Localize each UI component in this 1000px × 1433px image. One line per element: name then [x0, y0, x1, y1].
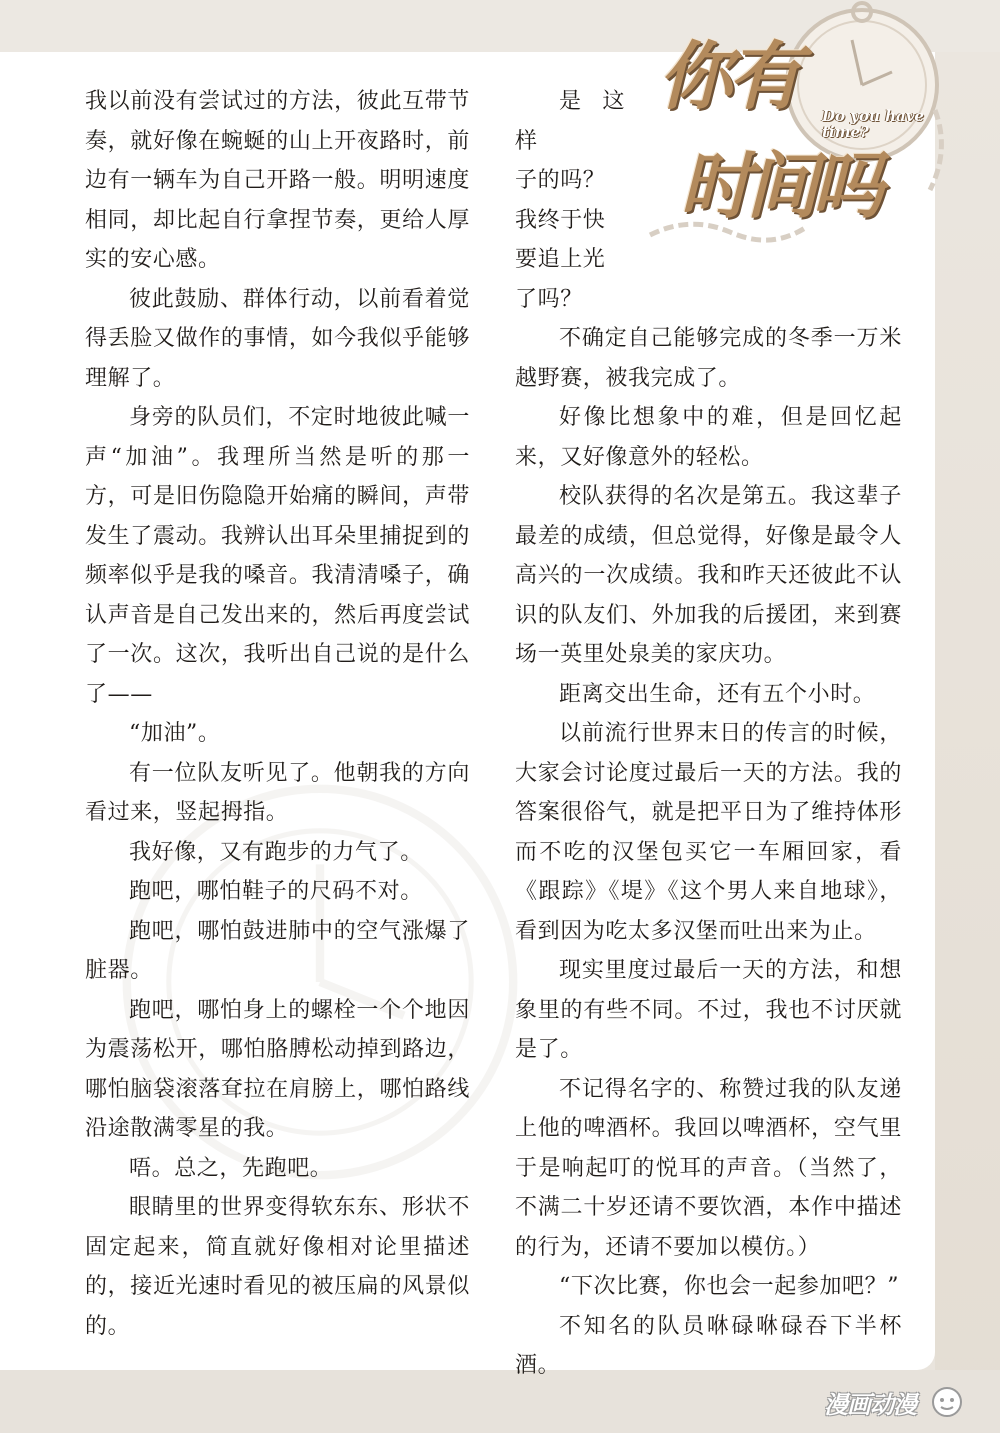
paragraph: 要追上光 [515, 247, 606, 272]
paragraph: 不记得名字的、称赞过我的队友递上他的啤酒杯。我回以啤酒杯，空气里于是响起叮的悦耳的声音。（当然了，不满二十岁还请不要饮酒，本作中描述的行为，还请不要加以模仿。） [515, 1076, 902, 1260]
paragraph: 彼此鼓励、群体行动，以前看着觉得丢脸又做作的事情，如今我似乎能够理解了。 [85, 286, 470, 391]
footer-brand-text: 漫画动漫 [824, 1391, 916, 1419]
mascot-face-icon [930, 1385, 964, 1419]
paragraph: 不确定自己能够完成的冬季一万米越野赛，被我完成了。 [515, 326, 902, 391]
paragraph: 有一位队友听见了。他朝我的方向看过来，竖起拇指。 [85, 760, 470, 825]
paragraph: 校队获得的名次是第五。我这辈子最差的成绩，但总觉得，好像是最令人高兴的一次成绩。我和昨天还彼此不认识的队友们、外加我的后援团，来到赛场一英里处泉美的家庆功。 [515, 484, 902, 667]
paragraph: 跑吧，哪怕鼓进肺中的空气涨爆了脏器。 [85, 918, 470, 983]
paragraph: 身旁的队员们，不定时地彼此喊一声“加油”。我理所当然是听的那一方，可是旧伤隐隐开始痛的瞬间，声带发生了震动。我辨认出耳朵里捕捉到的频率似乎是我的嗓音。我清清嗓子，确认声音是自己发出来的，然后再度尝试了一次。这次，我听出自己说的是什么了—— [85, 405, 470, 707]
paragraph: 不知名的队员咻碌咻碌吞下半杯酒。 [515, 1313, 902, 1378]
footer-brand [824, 1385, 964, 1419]
paragraph: 以前流行世界末日的传言的时候，大家会讨论度过最后一天的方法。我的答案很俗气，就是把平日为了维持体形而不吃的汉堡包买它一车厢回家，看《跟踪》《堤》《这个男人来自地球》，看到因为吃太多汉堡而吐出来为止。 [515, 721, 902, 944]
paragraph: “下次比赛，你也会一起参加吧？” [559, 1274, 900, 1299]
paragraph: 是这样 [515, 89, 625, 154]
paragraph: 我终于快 [515, 207, 606, 233]
paragraph: 我以前没有尝试过的方法，彼此互带节奏，就好像在蜿蜒的山上开夜路时，前边有一辆车为自己开路一般。明明速度相同，却比起自行拿捏节奏，更给人厚实的安心感。 [85, 89, 470, 272]
paragraph: 了吗？ [515, 286, 583, 312]
paragraph: 跑吧，哪怕身上的螺栓一个个地因为震荡松开，哪怕胳膊松动掉到路边，哪怕脑袋滚落耷拉在肩膀上，哪怕路线沿途散满零星的我。 [85, 997, 470, 1141]
paragraph: 跑吧，哪怕鞋子的尺码不对。 [129, 879, 423, 904]
paragraph: 距离交出生命，还有五个小时。 [559, 681, 876, 707]
paragraph: 现实里度过最后一天的方法，和想象里的有些不同。不过，我也不讨厌就是了。 [515, 958, 902, 1062]
left-text-column [85, 82, 470, 1346]
paragraph: 子的吗？ [515, 168, 606, 193]
logo-subtitle: Do you have time? [822, 107, 924, 141]
paragraph: 好像比想象中的难，但是回忆起来，又好像意外的轻松。 [515, 405, 902, 470]
logo-title-line1: 你有 [658, 34, 798, 120]
right-text-column [515, 82, 902, 1386]
paragraph: “加油”。 [129, 721, 221, 746]
logo-title-line2: 时间吗 [680, 143, 879, 228]
paragraph: 眼睛里的世界变得软东东、形状不固定起来，简直就好像相对论里描述的，接近光速时看见的被压扁的风景似的。 [85, 1195, 470, 1339]
paragraph: 我好像，又有跑步的力气了。 [129, 839, 423, 865]
paragraph: 唔。总之，先跑吧。 [129, 1155, 333, 1181]
